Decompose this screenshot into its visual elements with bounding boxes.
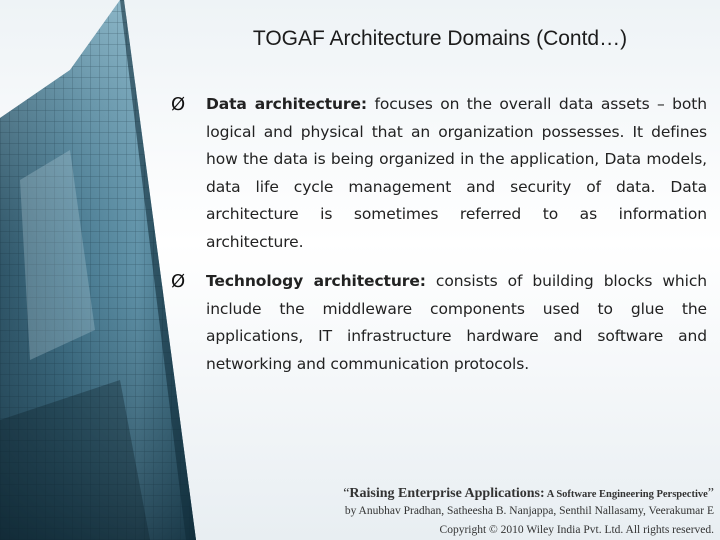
bullet-text xyxy=(206,268,707,378)
book-title-line xyxy=(343,486,714,502)
bullet-term: Technology architecture: xyxy=(206,272,426,290)
bullet-list xyxy=(171,91,707,390)
arrow-bullet-icon: Ø xyxy=(171,271,186,292)
bullet-description: consists of building blocks which include the middleware components used to glue the applications, IT infrastructure hardware and software and networking and communication protocols. xyxy=(206,272,707,373)
bullet-technology-architecture xyxy=(171,268,707,378)
bullet-term: Data architecture: xyxy=(206,95,367,113)
book-title: Raising Enterprise Applications: xyxy=(349,486,545,501)
copyright-notice: Copyright © 2010 Wiley India Pvt. Ltd. All rights reserved. xyxy=(439,524,714,536)
bullet-description: focuses on the overall data assets – both logical and physical that an organization possesses. It defines how the data is being organized in the application, Data models, data life cycle management and security of data. Data architecture is sometimes referred to as information architecture. xyxy=(206,95,707,251)
book-subtitle: A Software Engineering Perspective xyxy=(544,489,708,500)
close-quote: ” xyxy=(707,486,714,501)
slide-title: TOGAF Architecture Domains (Contd…) xyxy=(252,27,628,50)
bullet-text xyxy=(206,91,707,256)
book-credit xyxy=(343,486,714,540)
book-authors: by Anubhav Pradhan, Satheesha B. Nanjappa, Senthil Nallasamy, Veerakumar E xyxy=(344,505,714,517)
arrow-bullet-icon: Ø xyxy=(171,94,186,115)
open-quote: “ xyxy=(343,486,350,501)
bullet-data-architecture xyxy=(171,91,707,256)
